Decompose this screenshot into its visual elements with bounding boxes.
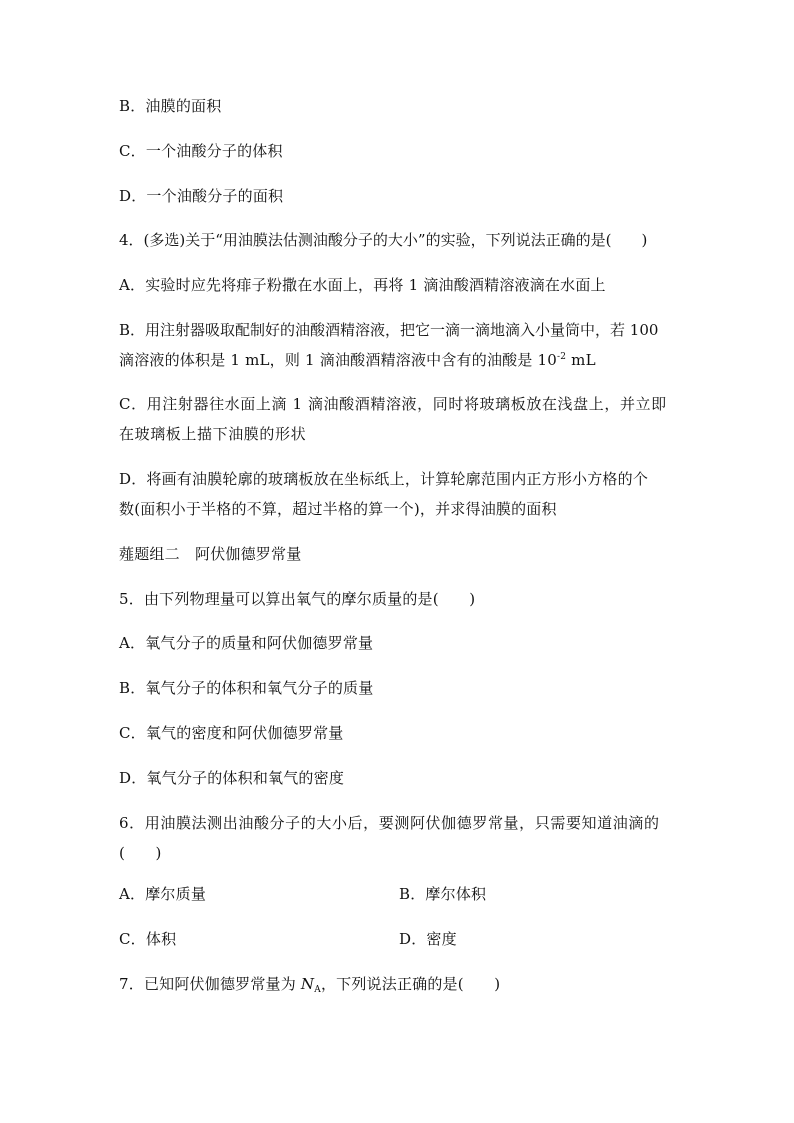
q3-option-c: C．一个油酸分子的体积 (119, 142, 283, 160)
q5-option-c: C．氧气的密度和阿伏伽德罗常量 (119, 724, 344, 742)
q4-option-c-line1: C．用注射器往水面上滴 1 滴油酸酒精溶液，同时将玻璃板放在浅盘上，并立即 (119, 395, 667, 413)
q7-stem-suffix: ，下列说法正确的是( ) (320, 975, 501, 993)
q7-stem (119, 974, 500, 994)
q3-option-b: B．油膜的面积 (119, 97, 222, 115)
q5-stem: 5．由下列物理量可以算出氧气的摩尔质量的是( ) (119, 590, 476, 608)
q6-option-a: A．摩尔质量 (119, 885, 207, 903)
q5-option-d: D．氧气分子的体积和氧气的密度 (119, 769, 345, 787)
avogadro-symbol: N (300, 975, 315, 993)
q6-stem-line2: ( ) (119, 844, 162, 862)
section-title: 薤题组二 阿伏伽德罗常量 (119, 545, 302, 563)
q4-option-d-line1: D．将画有油膜轮廓的玻璃板放在坐标纸上，计算轮廓范围内正方形小方格的个 (119, 470, 649, 488)
q4-option-b-line2-prefix: 滴溶液的体积是 1 mL，则 1 滴油酸酒精溶液中含有的油酸是 10 (119, 351, 558, 369)
q4-option-b-line2 (119, 350, 596, 370)
q4-stem: 4．(多选)关于“用油膜法估测油酸分子的大小”的实验，下列说法正确的是( ) (119, 231, 648, 249)
q6-option-b: B．摩尔体积 (399, 885, 487, 903)
q3-option-d: D．一个油酸分子的面积 (119, 187, 284, 205)
q6-option-d: D．密度 (399, 930, 457, 948)
q7-stem-prefix: 7．已知阿伏伽德罗常量为 (119, 975, 301, 993)
q4-option-b-line1: B．用注射器吸取配制好的油酸酒精溶液，把它一滴一滴地滴入小量筒中，若 100 (119, 321, 659, 339)
q6-stem-line1: 6．用油膜法测出油酸分子的大小后，要测阿伏伽德罗常量，只需要知道油滴的 (119, 814, 660, 832)
q4-option-a: A．实验时应先将痱子粉撒在水面上，再将 1 滴油酸酒精溶液滴在水面上 (119, 276, 606, 294)
q5-option-b: B．氧气分子的体积和氧气分子的质量 (119, 679, 374, 697)
q5-option-a: A．氧气分子的质量和阿伏伽德罗常量 (119, 634, 374, 652)
q4-exponent: -2 (557, 352, 567, 362)
q4-option-b-line2-suffix: mL (566, 351, 596, 369)
q4-option-c-line2: 在玻璃板上描下油膜的形状 (119, 425, 307, 443)
avogadro-symbol-subscript: A (314, 985, 321, 995)
q6-option-c: C．体积 (119, 930, 177, 948)
q4-option-d-line2: 数(面积小于半格的不算，超过半格的算一个)，并求得油膜的面积 (119, 500, 557, 518)
